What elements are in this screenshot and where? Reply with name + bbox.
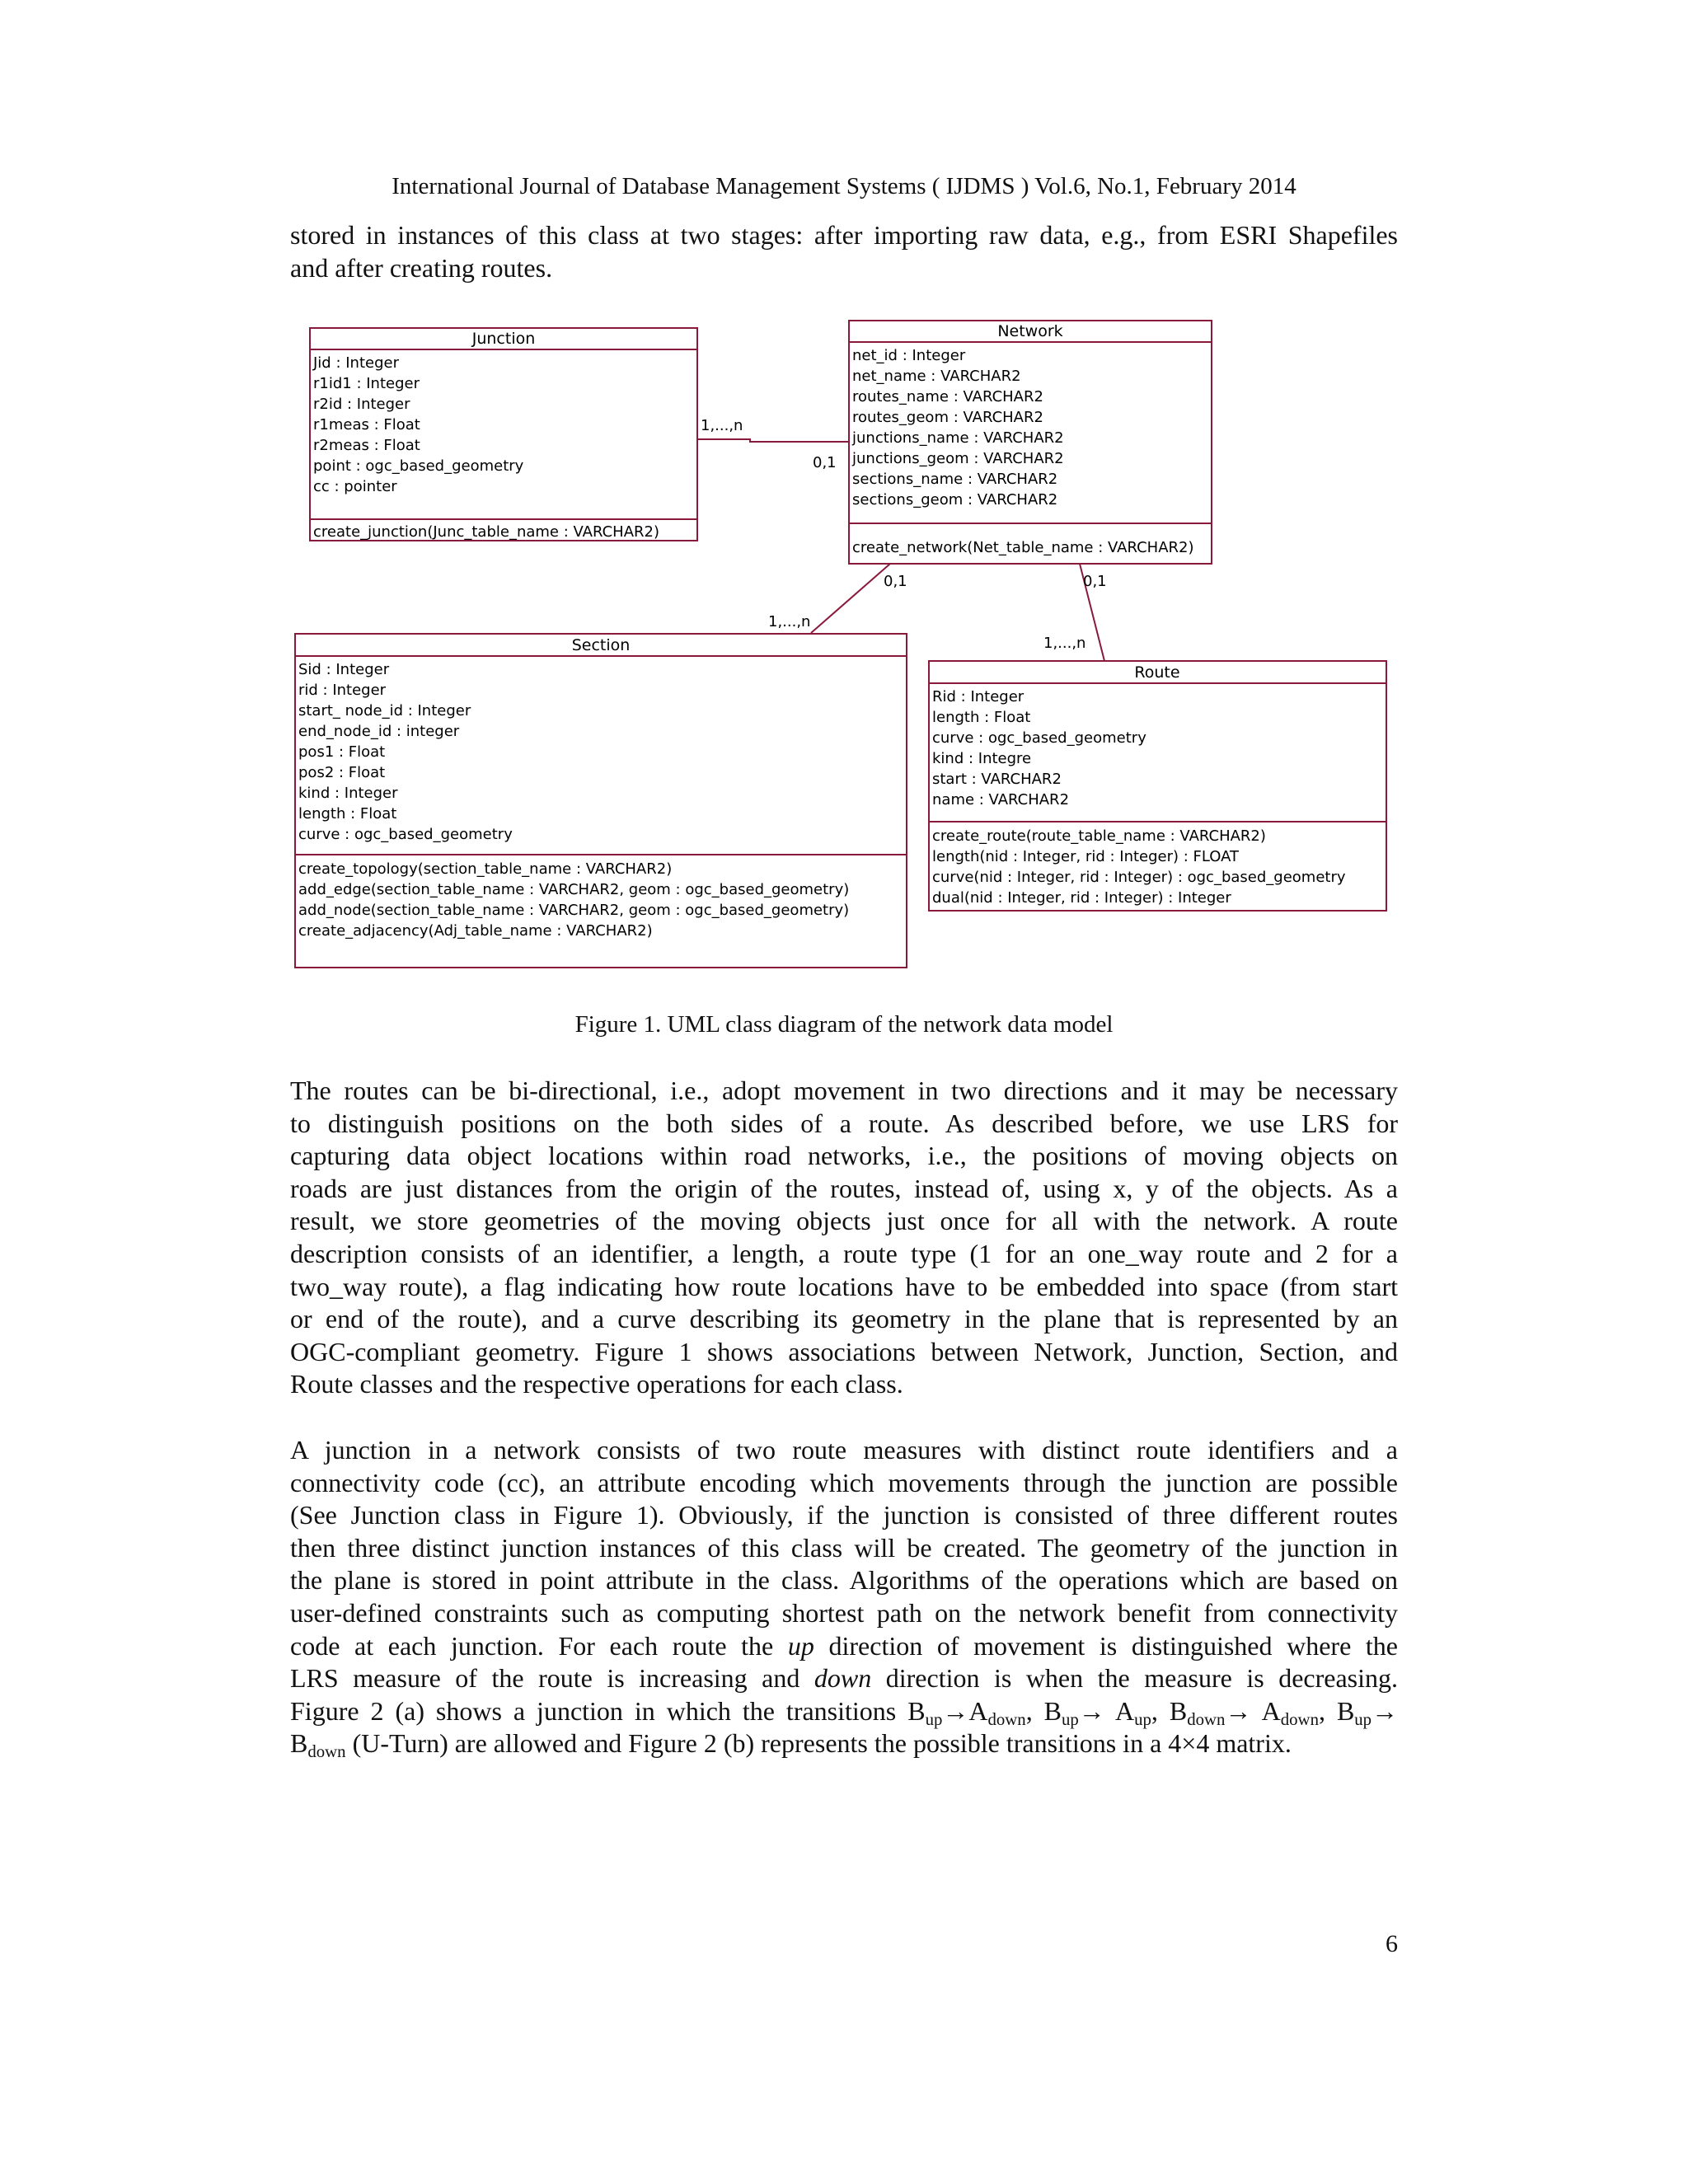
class-operation: add_edge(section_table_name : VARCHAR2, geom : ogc_based_geometry) bbox=[298, 881, 850, 898]
multiplicity-label: 1,...,n bbox=[1043, 635, 1086, 652]
intro-paragraph bbox=[290, 219, 1398, 284]
class-attribute: curve : ogc_based_geometry bbox=[932, 729, 1146, 747]
class-attribute: routes_name : VARCHAR2 bbox=[852, 388, 1043, 405]
class-operation: create_network(Net_table_name : VARCHAR2) bbox=[852, 539, 1194, 556]
class-attribute: name : VARCHAR2 bbox=[932, 791, 1070, 808]
text-line: the plane is stored in point attribute in the class. Algorithms of the operations which are based on bbox=[290, 1565, 1398, 1596]
text-line: OGC-compliant geometry. Figure 1 shows associations between Network, Junction, Section, and bbox=[290, 1336, 1398, 1366]
class-attribute: pos2 : Float bbox=[298, 764, 386, 781]
class-attribute: sections_geom : VARCHAR2 bbox=[852, 491, 1058, 509]
class-attribute: Jid : Integer bbox=[313, 354, 399, 372]
class-operation: create_route(route_table_name : VARCHAR2) bbox=[932, 827, 1266, 845]
class-operation: add_node(section_table_name : VARCHAR2, geom : ogc_based_geometry) bbox=[298, 902, 850, 919]
figure-caption: Figure 1. UML class diagram of the network data model bbox=[574, 1011, 1114, 1038]
text-line: Figure 2 (a) shows a junction in which the transitions $B_{up}\to A_{down}$, $B_{up}\to A_{up}$, $B_{down}\to A_{down}$, $B_{up}\to$ bbox=[290, 1695, 1399, 1729]
multiplicity-label: 1,...,n bbox=[701, 417, 743, 434]
class-section bbox=[295, 634, 907, 968]
text-line: connectivity code (cc), an attribute encoding which movements through the junction are possible bbox=[290, 1467, 1398, 1497]
routes-paragraph bbox=[290, 1075, 1398, 1401]
class-attribute: point : ogc_based_geometry bbox=[313, 457, 524, 475]
class-operation: dual(nid : Integer, rid : Integer) : Integer bbox=[932, 889, 1231, 907]
text-line: stored in instances of this class at two stages: after importing raw data, e.g., from ESRI Shapefiles bbox=[290, 220, 1398, 250]
text-line: description consists of an identifier, a length, a route type (1 for an one_way route and 2 for a bbox=[290, 1238, 1398, 1268]
text-line: or end of the route), and a curve describing its geometry in the plane that is represented by an bbox=[290, 1304, 1398, 1334]
uml-class-diagram bbox=[288, 316, 1418, 976]
class-attribute: length : Float bbox=[298, 805, 397, 823]
class-attribute: sections_name : VARCHAR2 bbox=[852, 471, 1058, 488]
class-network bbox=[849, 321, 1212, 564]
text-line: A junction in a network consists of two route measures with distinct route identifiers and a bbox=[290, 1435, 1398, 1465]
class-attribute: pos1 : Float bbox=[298, 743, 386, 761]
class-operation: create_junction(Junc_table_name : VARCHAR2) bbox=[313, 523, 660, 541]
class-attribute: r1id1 : Integer bbox=[313, 375, 420, 392]
class-attribute: kind : Integre bbox=[932, 750, 1032, 767]
emphasis-up: up bbox=[787, 1630, 814, 1661]
class-attribute: net_id : Integer bbox=[852, 347, 966, 364]
class-operation: length(nid : Integer, rid : Integer) : FLOAT bbox=[932, 848, 1240, 865]
text-line: The routes can be bi-directional, i.e., adopt movement in two directions and it may be necessary bbox=[290, 1076, 1398, 1105]
class-attribute: r2meas : Float bbox=[313, 437, 420, 454]
text-line: and after creating routes. bbox=[290, 252, 553, 283]
text-line: user-defined constraints such as computing shortest path on the network benefit from connectivity bbox=[290, 1597, 1398, 1628]
class-attribute: r1meas : Float bbox=[313, 416, 420, 434]
page-number: 6 bbox=[1386, 1930, 1398, 1957]
class-name: Network bbox=[997, 322, 1063, 340]
class-attribute: Rid : Integer bbox=[932, 688, 1025, 705]
class-attribute: end_node_id : integer bbox=[298, 723, 460, 740]
multiplicity-label: 0,1 bbox=[1083, 573, 1107, 590]
class-attribute: r2id : Integer bbox=[313, 396, 410, 413]
class-attribute: Sid : Integer bbox=[298, 661, 390, 678]
class-name: Route bbox=[1134, 663, 1180, 682]
class-attribute: rid : Integer bbox=[298, 682, 387, 699]
text-line: capturing data object locations within road networks, i.e., the positions of moving objects on bbox=[290, 1141, 1398, 1171]
class-attribute: routes_geom : VARCHAR2 bbox=[852, 409, 1043, 426]
multiplicity-label: 0,1 bbox=[813, 454, 837, 471]
class-name: Junction bbox=[471, 330, 536, 348]
class-operation: create_adjacency(Adj_table_name : VARCHAR2) bbox=[298, 922, 653, 940]
association-network-section bbox=[811, 564, 890, 633]
emphasis-down: down bbox=[814, 1663, 872, 1694]
association-junction-network bbox=[697, 439, 849, 442]
class-attribute: kind : Integer bbox=[298, 785, 398, 802]
text-line: LRS measure of the route is increasing and down direction is when the measure is decreasing. bbox=[290, 1663, 1399, 1694]
class-attribute: start : VARCHAR2 bbox=[932, 771, 1062, 788]
text-line: to distinguish positions on the both sides of a route. As described before, we use LRS for bbox=[290, 1108, 1398, 1138]
journal-header: International Journal of Database Management Systems ( IJDMS ) Vol.6, No.1, February 2014 bbox=[392, 173, 1296, 199]
class-attribute: length : Float bbox=[932, 709, 1031, 726]
class-operation: curve(nid : Integer, rid : Integer) : ogc_based_geometry bbox=[932, 869, 1346, 886]
class-operation: create_topology(section_table_name : VARCHAR2) bbox=[298, 860, 673, 878]
text-line: roads are just distances from the origin of the routes, instead of, using x, y of the objects. As a bbox=[290, 1173, 1398, 1203]
text-line: result, we store geometries of the moving objects just once for all with the network. A route bbox=[290, 1206, 1398, 1236]
text-line: two_way route), a flag indicating how route locations have to be embedded into space (from start bbox=[290, 1271, 1398, 1301]
class-attribute: start_ node_id : Integer bbox=[298, 702, 471, 719]
text-line: then three distinct junction instances of this class will be created. The geometry of the junction in bbox=[290, 1532, 1398, 1563]
text-line: (See Junction class in Figure 1). Obviously, if the junction is consisted of three different routes bbox=[290, 1500, 1398, 1530]
multiplicity-label: 1,...,n bbox=[768, 613, 811, 630]
class-junction bbox=[310, 328, 697, 541]
class-attribute: net_name : VARCHAR2 bbox=[852, 368, 1021, 385]
class-attribute: junctions_geom : VARCHAR2 bbox=[852, 450, 1064, 467]
class-route bbox=[929, 661, 1386, 911]
text-line: code at each junction. For each route the up direction of movement is distinguished where the bbox=[290, 1630, 1399, 1661]
class-attribute: cc : pointer bbox=[313, 478, 397, 495]
class-attribute: junctions_name : VARCHAR2 bbox=[852, 429, 1064, 447]
multiplicity-label: 0,1 bbox=[884, 573, 907, 590]
class-name: Section bbox=[571, 636, 631, 654]
text-line: $B_{down}$ (U-Turn) are allowed and Figure 2 (b) represents the possible transitions in a 4×4 matrix. bbox=[290, 1728, 1292, 1762]
text-line: Route classes and the respective operations for each class. bbox=[290, 1369, 903, 1399]
class-attribute: curve : ogc_based_geometry bbox=[298, 826, 513, 843]
junction-paragraph bbox=[290, 1434, 1398, 1760]
